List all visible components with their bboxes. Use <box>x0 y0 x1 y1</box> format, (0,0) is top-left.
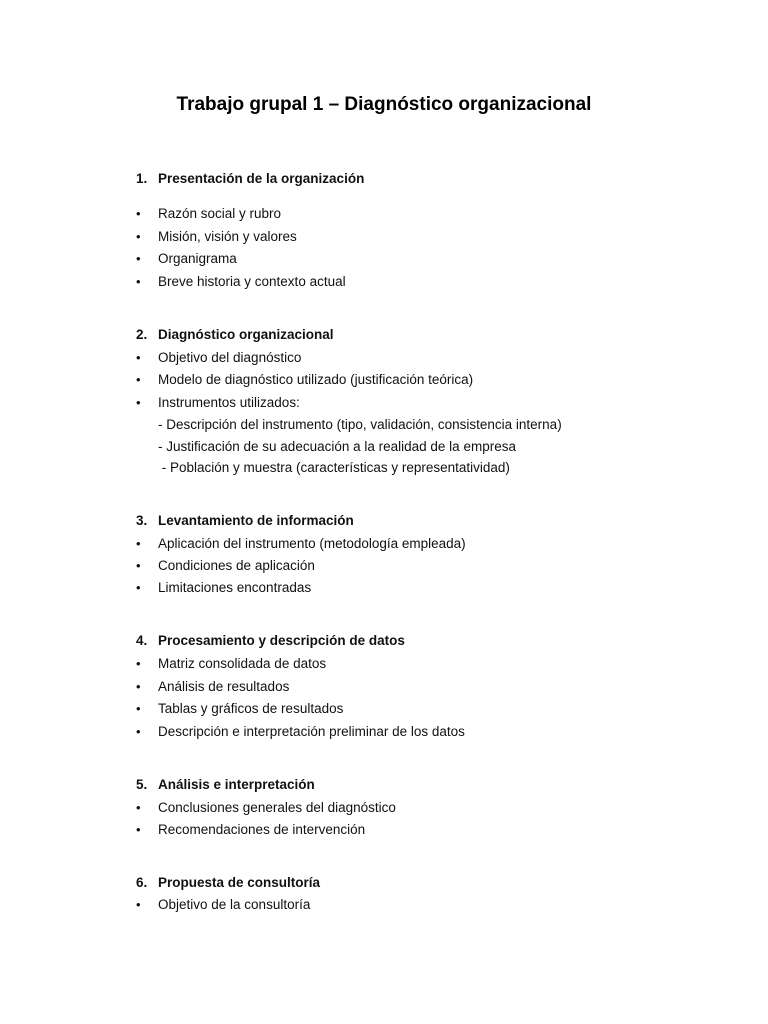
bullet-icon: • <box>136 536 141 551</box>
list-item-text: Análisis de resultados <box>158 679 290 694</box>
list-item-text: Modelo de diagnóstico utilizado (justificación teórica) <box>158 372 474 387</box>
list-item-text: Objetivo del diagnóstico <box>158 350 302 365</box>
list-item-text: Aplicación del instrumento (metodología empleada) <box>158 536 466 551</box>
section-number: 1. <box>136 171 148 186</box>
list-item-text: Organigrama <box>158 251 237 266</box>
section-title: Levantamiento de información <box>158 513 354 528</box>
section-title: Diagnóstico organizacional <box>158 327 334 342</box>
bullet-icon: • <box>136 656 141 671</box>
section-heading <box>136 513 354 528</box>
bullet-icon: • <box>136 679 141 694</box>
section-number: 2. <box>136 327 148 342</box>
section-heading <box>136 327 334 342</box>
section-title: Análisis e interpretación <box>158 777 315 792</box>
bullet-icon: • <box>136 822 141 837</box>
section-title: Propuesta de consultoría <box>158 875 321 890</box>
list-item <box>136 536 466 551</box>
bullet-icon: • <box>136 274 141 289</box>
list-item-text: Condiciones de aplicación <box>158 558 315 573</box>
list-item <box>136 372 473 387</box>
list-item-text: Recomendaciones de intervención <box>158 822 366 837</box>
list-item-text: Misión, visión y valores <box>158 229 297 244</box>
section-number: 6. <box>136 875 148 890</box>
list-item <box>136 395 300 410</box>
section-number: 3. <box>136 513 148 528</box>
bullet-icon: • <box>136 701 141 716</box>
list-item-text: Razón social y rubro <box>158 206 282 221</box>
bullet-icon: • <box>136 372 141 387</box>
bullet-icon: • <box>136 206 141 221</box>
list-item-text: Conclusiones generales del diagnóstico <box>158 800 396 815</box>
bullet-icon: • <box>136 724 141 739</box>
list-item <box>136 206 281 221</box>
list-item <box>136 656 326 671</box>
section-heading <box>136 777 315 792</box>
list-item <box>136 350 301 365</box>
list-item-text: Descripción e interpretación preliminar de los datos <box>158 724 465 739</box>
list-item <box>136 580 311 595</box>
sub-item: - Justificación de su adecuación a la realidad de la empresa <box>158 439 516 454</box>
list-item-text: Objetivo de la consultoría <box>158 897 311 912</box>
sub-item: - Descripción del instrumento (tipo, validación, consistencia interna) <box>158 417 562 432</box>
list-item <box>136 822 365 837</box>
sub-item: - Población y muestra (características y representatividad) <box>158 460 510 475</box>
section-number: 5. <box>136 777 148 792</box>
list-item <box>136 701 343 716</box>
bullet-icon: • <box>136 350 141 365</box>
list-item <box>136 251 237 266</box>
bullet-icon: • <box>136 251 141 266</box>
list-item <box>136 229 297 244</box>
list-item <box>136 679 289 694</box>
list-item-text: Instrumentos utilizados: <box>158 395 300 410</box>
bullet-icon: • <box>136 580 141 595</box>
section-title: Procesamiento y descripción de datos <box>158 633 405 648</box>
bullet-icon: • <box>136 229 141 244</box>
document-title: Trabajo grupal 1 – Diagnóstico organizacional <box>176 94 592 115</box>
section-number: 4. <box>136 633 148 648</box>
bullet-icon: • <box>136 558 141 573</box>
list-item-text: Matriz consolidada de datos <box>158 656 327 671</box>
list-item <box>136 274 346 289</box>
section-title: Presentación de la organización <box>158 171 365 186</box>
bullet-icon: • <box>136 897 141 912</box>
list-item <box>136 800 396 815</box>
list-item-text: Tablas y gráficos de resultados <box>158 701 344 716</box>
section-heading <box>136 633 405 648</box>
list-item <box>136 724 465 739</box>
section-heading <box>136 171 364 186</box>
list-item <box>136 897 310 912</box>
list-item-text: Breve historia y contexto actual <box>158 274 346 289</box>
bullet-icon: • <box>136 395 141 410</box>
bullet-icon: • <box>136 800 141 815</box>
list-item-text: Limitaciones encontradas <box>158 580 312 595</box>
list-item <box>136 558 315 573</box>
section-heading <box>136 875 320 890</box>
